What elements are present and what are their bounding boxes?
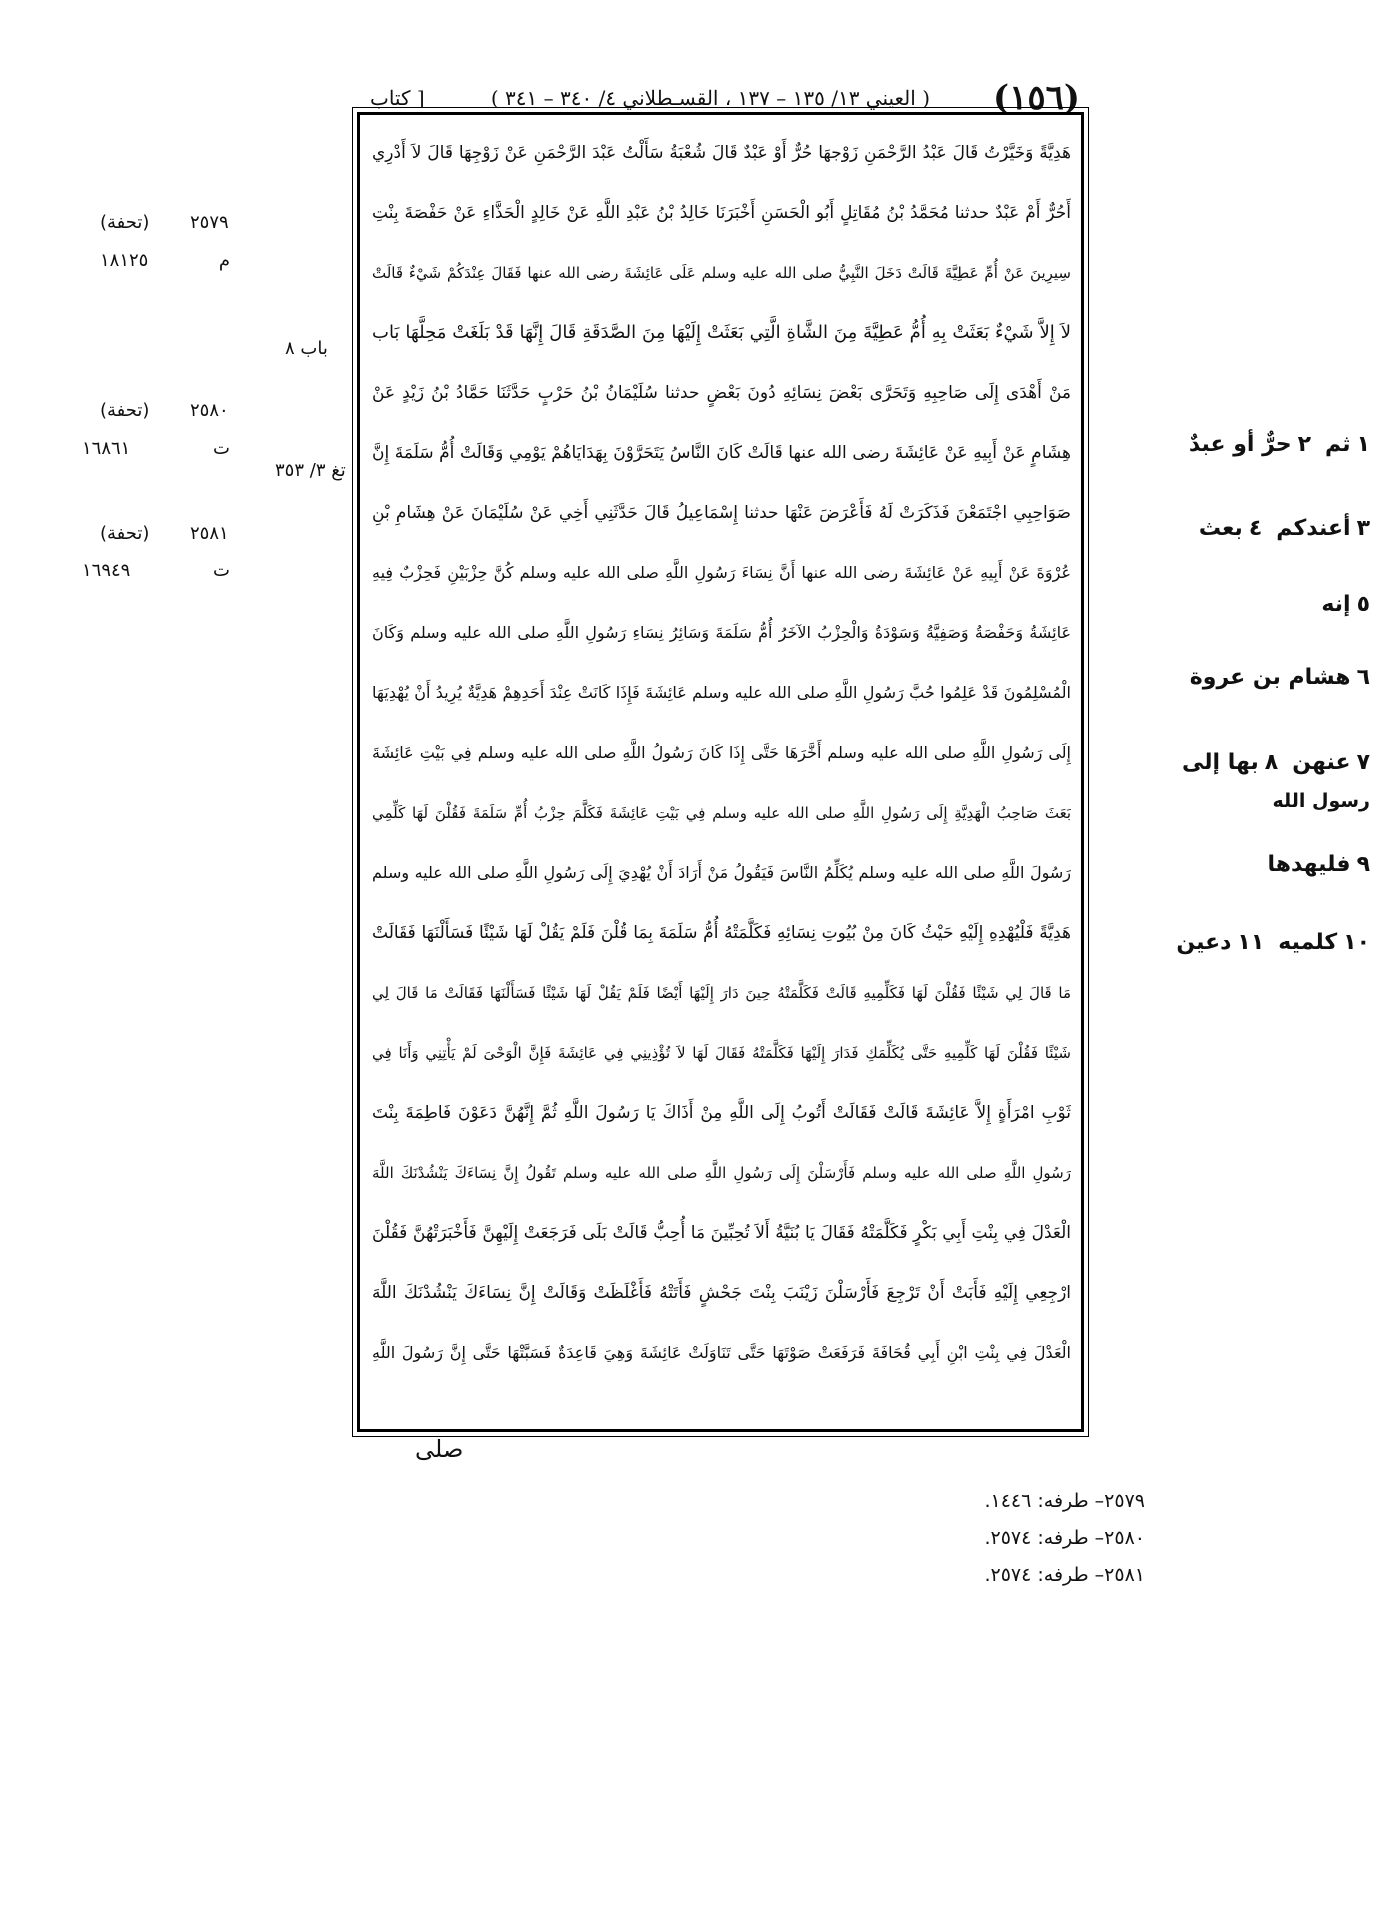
variant-number: ٨ [1264, 750, 1279, 775]
header-references: ( العيني ١٣/ ١٣٥ – ١٣٧ ، القسـطلاني ٤/ ٣٤٠ – ٣٤١ ) [490, 86, 930, 110]
hadith-number: ٢٥٧٩ [190, 212, 229, 233]
variant-number: ١٠ [1343, 930, 1370, 955]
variant-number: ٦ [1356, 665, 1370, 690]
footnote: ٢٥٨٠– طرفه: ٢٥٧٤. [984, 1527, 1145, 1549]
text-line: سِيرِينَ عَنْ أُمِّ عَطِيَّةَ قَالَتْ دَخَلَ النَّبِيُّ صلى الله عليه وسلم عَلَى عَائِشَةَ رضى الله عنها فَقَالَ عِنْدَكُمْ شَيْءٌ قَالَتْ [372, 264, 1071, 282]
variant-row [1253, 852, 1370, 877]
text-line: بَعَثَ صَاحِبُ الْهَدِيَّةِ إِلَى رَسُولِ اللَّهِ صلى الله عليه وسلم فِي بَيْتِ عَائِشَةَ فَكَلَّمَ حِزْبُ أُمِّ سَلَمَةَ فَقُلْنَ لَهَا كَلِّمِي [372, 804, 1071, 822]
variant-text: أعندكم [1276, 516, 1351, 541]
tuhfa-label: (تحفة) [100, 400, 150, 421]
text-line: هَدِيَّةً وَخَيَّرْتُ قَالَ عَبْدُ الرَّحْمَنِ زَوْجهَا حُرٌّ أَوْ عَبْدٌ قَالَ شُعْبَةُ سَأَلْتُ عَبْدَ الرَّحْمَنِ عَنْ زَوْجِهَا قَالَ لاَ أَدْرِي [372, 143, 1071, 163]
book-marker: [ كتاب [370, 86, 425, 110]
tuhfa-ref: ت ١٦٩٤٩ [82, 560, 230, 581]
variant-text: هشام بن عروة [1189, 665, 1351, 690]
text-line: عُرْوَةَ عَنْ أَبِيهِ عَنْ عَائِشَةَ رضى الله عنها أَنَّ نِسَاءَ رَسُولِ اللَّهِ صلى الله عليه وسلم كُنَّ حِزْبَيْنِ فَحِزْبٌ فِيهِ [372, 563, 1071, 582]
catch-word: صلى [415, 1435, 464, 1463]
variant-text: بعث [1198, 516, 1243, 541]
text-line: الْمُسْلِمُونَ قَدْ عَلِمُوا حُبَّ رَسُولِ اللَّهِ صلى الله عليه وسلم عَائِشَةَ فَإِذَا كَانَتْ عِنْدَ أَحَدِهِمْ هَدِيَّةٌ يُرِيدُ أَنْ يُهْدِيَهَا [372, 683, 1071, 702]
text-line: عَائِشَةُ وَحَفْصَةُ وَصَفِيَّةُ وَسَوْدَةُ وَالْحِزْبُ الآخَرُ أُمُّ سَلَمَةَ وَسَائِرُ نِسَاءِ رَسُولِ اللَّهِ صلى الله عليه وسلم وَكَانَ [372, 623, 1071, 642]
text-line: ارْجِعِي إِلَيْهِ فَأَبَتْ أَنْ تَرْجِعَ فَأَرْسَلْنَ زَيْنَبَ بِنْتَ جَحْشٍ فَأَتَتْهُ فَأَغْلَظَتْ وَقَالَتْ إِنَّ نِسَاءَكَ يَنْشُدْنَكَ اللَّهَ [372, 1283, 1071, 1303]
variant-row [1175, 432, 1370, 457]
variant-number: ١ [1356, 432, 1370, 457]
variant-row [1185, 516, 1370, 541]
text-line: أَحُرٌّ أَمْ عَبْدٌ حدثنا مُحَمَّدُ بْنُ مُقَاتِلٍ أَبُو الْحَسَنِ أَخْبَرَنَا خَالِدُ بْنُ عَبْدِ اللَّهِ عَنْ خَالِدٍ الْحَذَّاءِ عَنْ حَفْصَةَ بِنْتِ [372, 203, 1071, 223]
variant-text: دعين [1176, 930, 1232, 955]
variant-number: ٢ [1297, 432, 1312, 457]
variant-row [1162, 930, 1370, 955]
text-line: الْعَدْلَ فِي بِنْتِ أَبِي بَكْرٍ فَكَلَّمَتْهُ فَقَالَ يَا بُنَيَّةُ أَلاَ تُحِبِّينَ مَا أُحِبُّ قَالَتْ بَلَى فَرَجَعَتْ إِلَيْهِنَّ فَأَخْبَرَتْهُنَّ فَقُلْنَ [372, 1223, 1071, 1243]
variant-text: فليهدها [1267, 852, 1351, 877]
footnote: ٢٥٨١– طرفه: ٢٥٧٤. [984, 1564, 1145, 1586]
variant-number: ٩ [1356, 852, 1370, 877]
variant-number: ٤ [1248, 516, 1263, 541]
main-text-box [357, 112, 1084, 1432]
variant-row [1168, 750, 1370, 775]
taghliq-ref: تغ ٣/ ٣٥٣ [275, 460, 346, 481]
page-number: (١٥٦) [993, 78, 1080, 118]
variant-text: حرٌّ أو عبدٌ [1188, 432, 1292, 457]
variant-number: ١١ [1237, 930, 1265, 955]
variant-number: ٥ [1356, 592, 1370, 617]
text-line: لاَ إِلاَّ شَيْءٌ بَعَثَتْ بِهِ أُمُّ عَطِيَّةَ مِنَ الشَّاةِ الَّتِي بَعَثَتْ إِلَيْهَا مِنَ الصَّدَقَةِ قَالَ إِنَّهَا قَدْ بَلَغَتْ مَحِلَّهَا بَاب [372, 322, 1071, 343]
footnote: ٢٥٧٩– طرفه: ١٤٤٦. [984, 1490, 1145, 1512]
text-line: شَيْئًا فَقُلْنَ لَهَا كَلِّمِيهِ حَتَّى يُكَلِّمَكِ فَدَارَ إِلَيْهَا فَكَلَّمَتْهُ فَقَالَ لَهَا لاَ تُؤْذِينِي فِي عَائِشَةَ فَإِنَّ الْوَحْىَ لَمْ يَأْتِنِي وَأَنَا فِي [372, 1044, 1071, 1062]
variant-text: إنه [1321, 592, 1351, 617]
hadith-number: ٢٥٨٠ [190, 400, 229, 421]
main-text [360, 115, 1081, 1429]
text-line: هِشَامٍ عَنْ أَبِيهِ عَنْ عَائِشَةَ رضى الله عنها قَالَتْ كَانَ النَّاسُ يَتَحَرَّوْنَ بِهَدَايَاهُمْ يَوْمِي وَقَالَتْ أُمُّ سَلَمَةَ إِنَّ [372, 443, 1071, 463]
variant-text: رسول الله [1272, 790, 1370, 812]
text-line: صَوَاحِبِي اجْتَمَعْنَ فَذَكَرَتْ لَهُ فَأَعْرَضَ عَنْهَا حدثنا إِسْمَاعِيلُ قَالَ حَدَّثَنِي أَخِي عَنْ سُلَيْمَانَ عَنْ هِشَامِ بْنِ [372, 503, 1071, 523]
hadith-number: ٢٥٨١ [190, 523, 229, 544]
tuhfa-label: (تحفة) [100, 212, 150, 233]
variant-number: ٣ [1356, 516, 1370, 541]
variant-text: ثم [1325, 432, 1351, 457]
text-line: ثَوْبِ امْرَأَةٍ إِلاَّ عَائِشَةَ قَالَتْ فَقَالَتْ أَتُوبُ إِلَى اللَّهِ مِنْ أَذَاكَ يَا رَسُولَ اللَّهِ ثُمَّ إِنَّهُنَّ دَعَوْنَ فَاطِمَةَ بِنْتَ [372, 1103, 1071, 1123]
variant-number: ٧ [1356, 750, 1370, 775]
variant-text: بها إلى [1182, 750, 1259, 775]
text-line: مَنْ أَهْدَى إِلَى صَاحِبِهِ وَتَحَرَّى بَعْضَ نِسَائِهِ دُونَ بَعْضٍ حدثنا سُلَيْمَانُ بْنُ حَرْبٍ حَدَّثَنَا حَمَّادُ بْنُ زَيْدٍ عَنْ [372, 383, 1071, 403]
text-line: رَسُولِ اللَّهِ صلى الله عليه وسلم فَأَرْسَلْنَ إِلَى رَسُولِ اللَّهِ صلى الله عليه وسلم تَقُولُ إِنَّ نِسَاءَكَ يَنْشُدْنَكَ اللَّهَ [372, 1164, 1071, 1182]
variant-row [1258, 790, 1370, 812]
text-line: رَسُولَ اللَّهِ صلى الله عليه وسلم يُكَلِّمُ النَّاسَ فَيَقُولُ مَنْ أَرَادَ أَنْ يُهْدِيَ إِلَى رَسُولِ اللَّهِ صلى الله عليه وسلم [372, 863, 1071, 882]
text-line: مَا قَالَ لِي شَيْئًا فَقُلْنَ لَهَا فَكَلِّمِيهِ قَالَتْ فَكَلَّمَتْهُ حِينَ دَارَ إِلَيْهَا أَيْضًا فَلَمْ يَقُلْ لَهَا شَيْئًا فَسَأَلْنَهَا فَقَالَتْ مَا قَالَ لِي [372, 984, 1071, 1002]
variant-text: عنهن [1292, 750, 1351, 775]
text-line: إِلَى رَسُولِ اللَّهِ صلى الله عليه وسلم أَخَّرَهَا حَتَّى إِذَا كَانَ رَسُولُ اللَّهِ صلى الله عليه وسلم فِي بَيْتِ عَائِشَةَ [372, 743, 1071, 762]
bab-number: باب ٨ [285, 338, 328, 359]
text-line: الْعَدْلَ فِي بِنْتِ ابْنِ أَبِي قُحَافَةَ فَرَفَعَتْ صَوْتَهَا حَتَّى تَنَاوَلَتْ عَائِشَةَ وَهِيَ قَاعِدَةٌ فَسَبَّتْهَا حَتَّى إِنَّ رَسُولَ اللَّهِ [372, 1343, 1071, 1362]
variant-row [1176, 665, 1370, 690]
tuhfa-label: (تحفة) [100, 523, 150, 544]
variant-row [1307, 592, 1370, 617]
tuhfa-ref: م ١٨١٢٥ [100, 250, 230, 271]
text-line: هَدِيَّةً فَلْيُهْدِهِ إِلَيْهِ حَيْثُ كَانَ مِنْ بُيُوتِ نِسَائِهِ فَكَلَّمَتْهُ أُمُّ سَلَمَةَ بِمَا قُلْنَ فَلَمْ يَقُلْ لَهَا شَيْئًا فَسَأَلْنَهَا فَقَالَتْ [372, 923, 1071, 943]
variant-text: كلميه [1278, 930, 1338, 955]
tuhfa-ref: ت ١٦٨٦١ [82, 438, 230, 459]
